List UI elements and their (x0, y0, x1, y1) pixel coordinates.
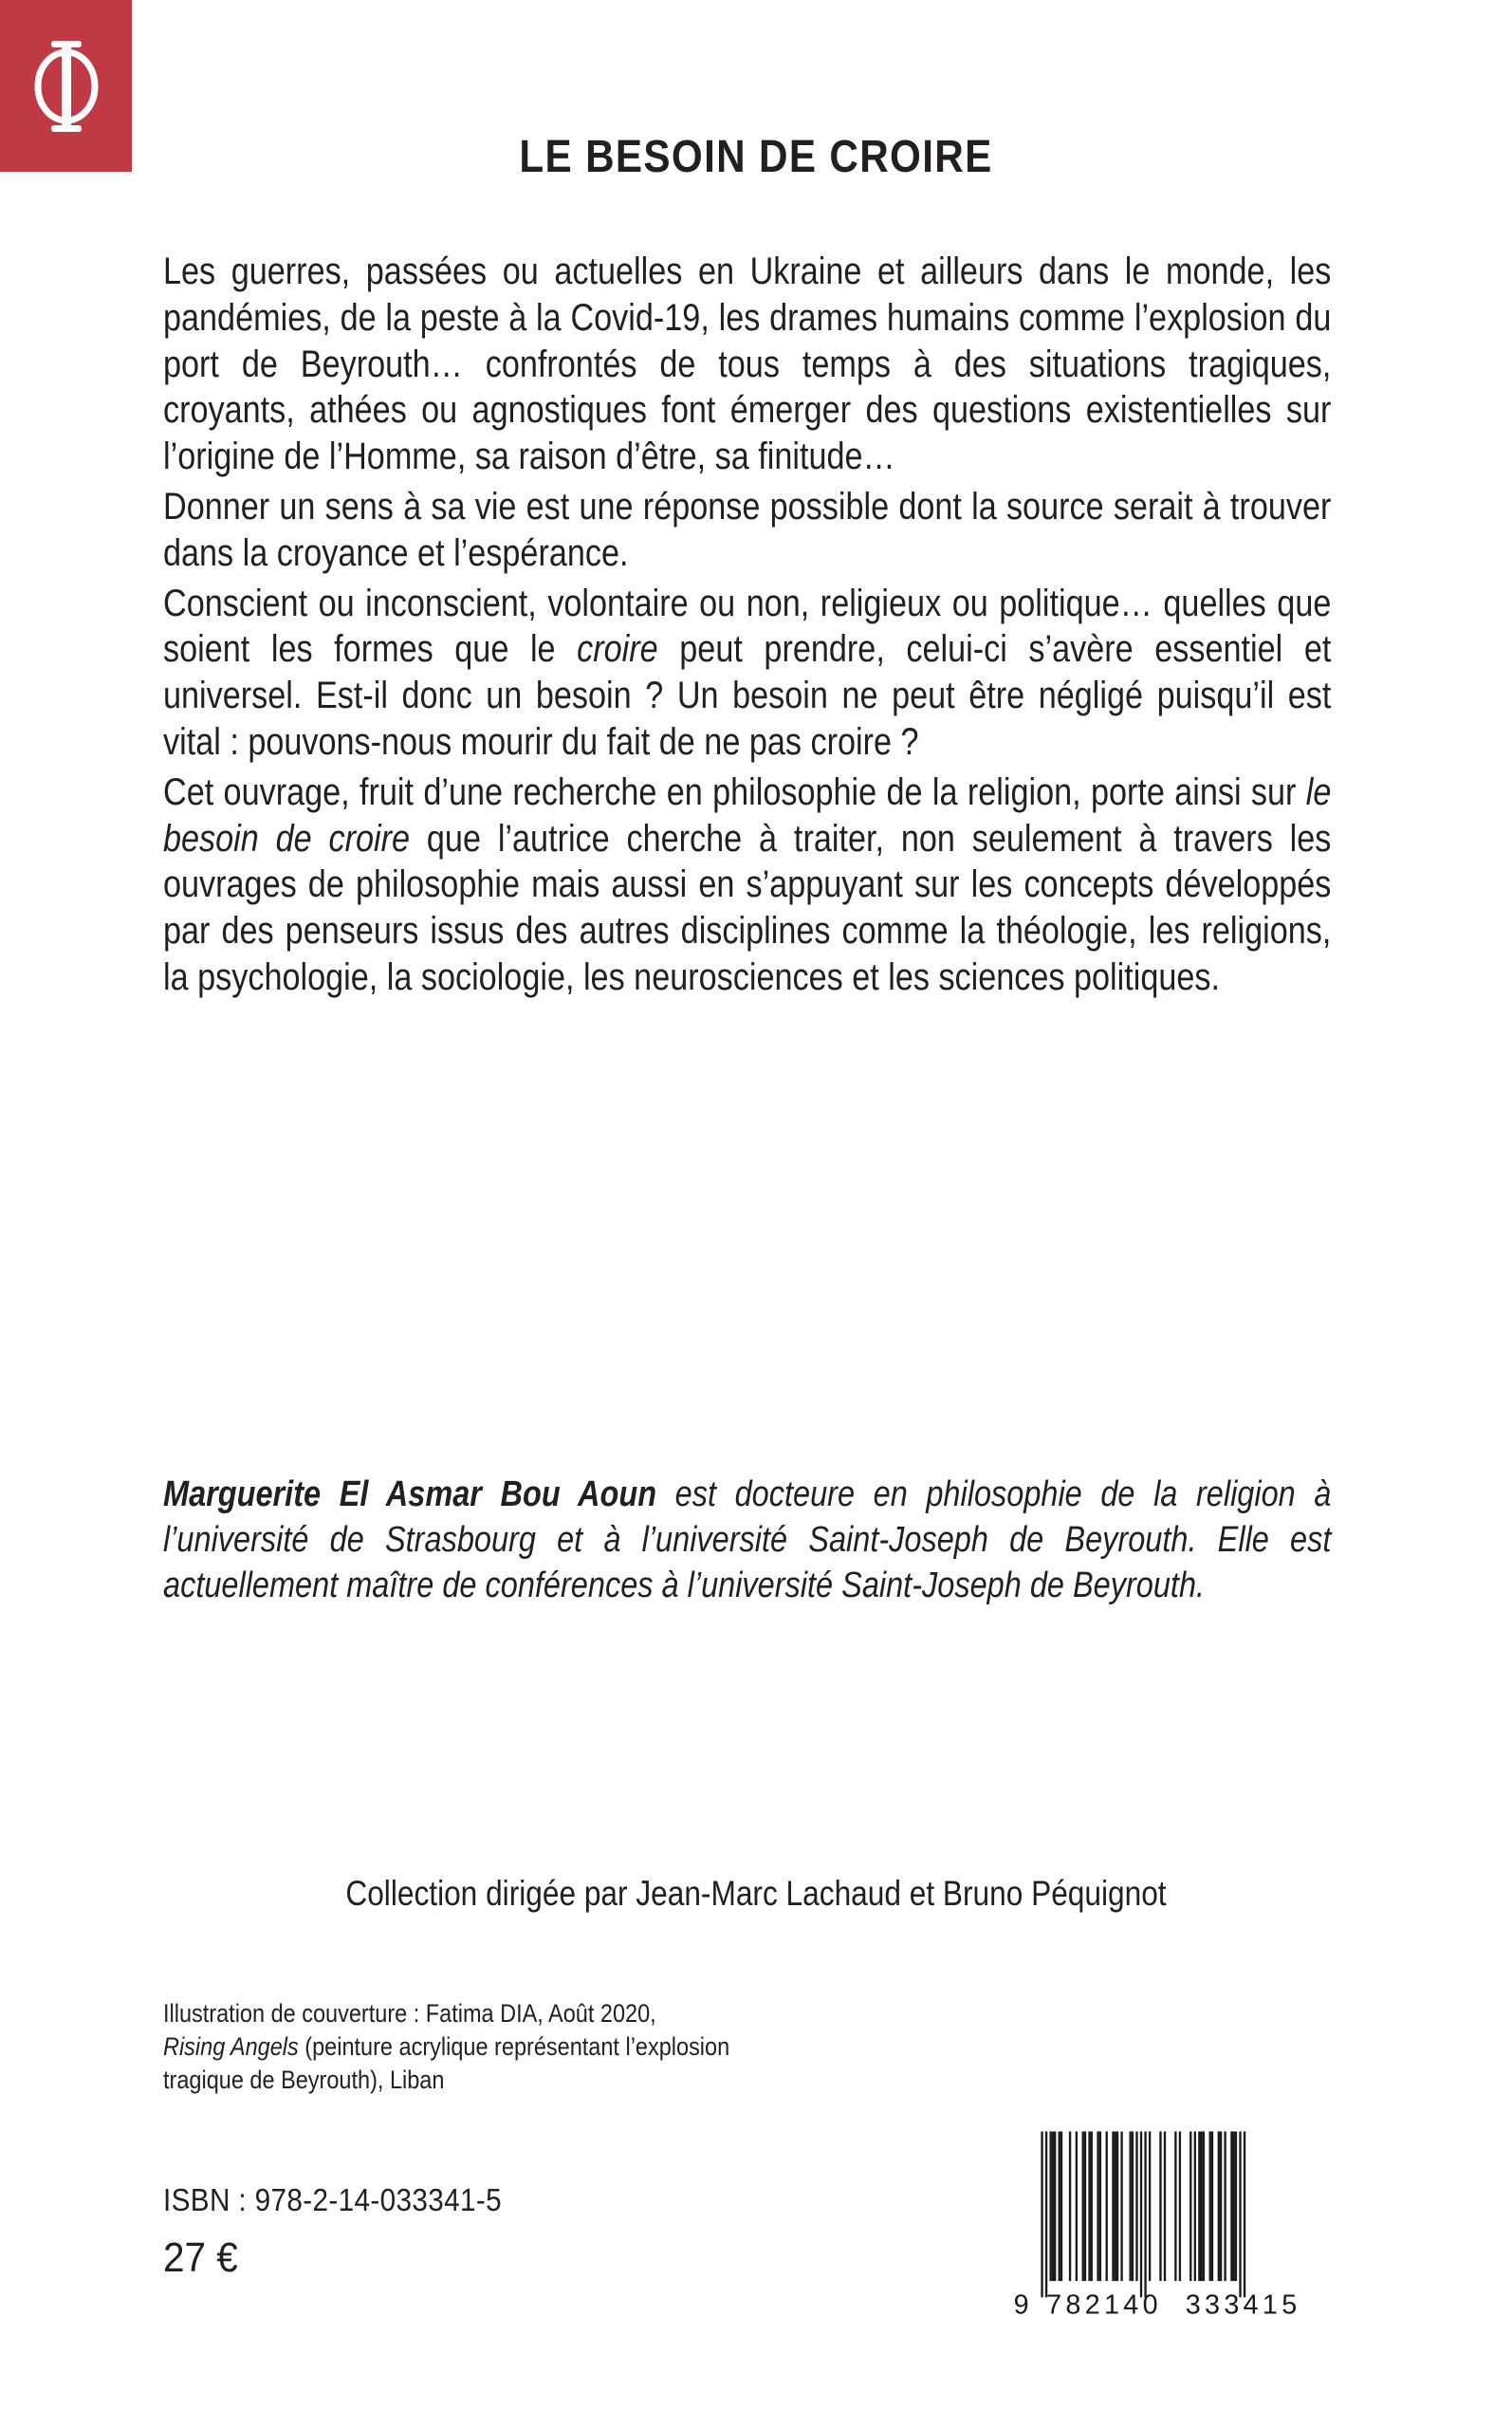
author-bio (163, 1473, 1332, 1609)
svg-text:782140: 782140 (1046, 2289, 1162, 2321)
blurb-paragraph-4 (163, 769, 1331, 1001)
publisher-logo-block (0, 0, 132, 172)
collection-label: Collection dirigée par Jean-Marc Lachaud et Bruno Péquignot (345, 1874, 1167, 1913)
blurb-paragraph-1: Les guerres, passées ou actuelles en Ukraine et ailleurs dans le monde, les pandémies, de la peste à la Covid-19, les drames humains comme l’explosion du port de Beyrouth… confrontés de tous temps à des situations tragiques, croyants, athées ou agnostiques font émerger des questions existentielles sur l’origine de l’Homme, sa raison d’être, sa finitude… (163, 250, 1332, 478)
blurb-p4-before: Cet ouvrage, fruit d’une recherche en philosophie de la religion, porte ainsi sur (163, 770, 1306, 813)
page-title: LE BESOIN DE CROIRE (519, 132, 993, 182)
blurb-p3-after: peut prendre, celui-ci s’avère essentiel et universel. Est-il donc un besoin ? Un besoin ne peut être négligé puisqu’il est vital : pouvons-nous mourir du fait de ne pas croire ? (163, 628, 1332, 763)
credit-line-3: tragique de Beyrouth), Liban (163, 2066, 445, 2095)
blurb-p4-after: que l’autrice cherche à traiter, non seulement à travers les ouvrages de philosophie mais aussi en s’appuyant sur les concepts développés par des penseurs issus des autres disciplines comme la théologie, les religions, la psychologie, la sociologie, les neurosciences et les sciences politiques. (163, 817, 1332, 998)
isbn-line (163, 2182, 540, 2218)
phi-logo-icon (32, 37, 101, 136)
credit-line-2-rest: (peinture acrylique représentant l’explosion (298, 2032, 730, 2062)
credit-line-1: Illustration de couverture : Fatima DIA, Août 2020, (163, 1999, 656, 2028)
svg-text:333415: 333415 (1185, 2289, 1301, 2321)
author-bio-text: est docteure en philosophie de la religion à l’université de Strasbourg et à l’université Saint-Joseph de Beyrouth. Elle est actuellement maître de conférences à l’université Saint-Joseph de Beyrouth. (163, 1474, 1332, 1605)
blurb-text (163, 249, 1332, 1001)
blurb-p4-emphasis: le besoin de croire (163, 770, 1332, 860)
svg-text:9: 9 (1013, 2289, 1029, 2321)
blurb-p3-emphasis: croire (577, 628, 658, 671)
blurb-p3-before: Conscient ou inconscient, volontaire ou non, religieux ou politique… quelles que soient les formes que le (163, 582, 1332, 671)
illustration-credit (163, 1997, 1017, 2097)
blurb-paragraph-3 (163, 581, 1331, 766)
price-line (163, 2234, 245, 2282)
credit-line-2 (163, 2030, 1017, 2064)
ean13-barcode (1005, 2121, 1333, 2325)
author-name: Marguerite El Asmar Bou Aoun (163, 1474, 657, 1514)
blurb-paragraph-2: Donner un sens à sa vie est une réponse possible dont la source serait à trouver dans la croyance et l’espérance. (163, 485, 1332, 574)
isbn-value: ISBN : 978-2-14-033341-5 (163, 2182, 503, 2217)
collection-line (0, 1874, 1512, 1914)
price-value: 27 € (163, 2234, 238, 2281)
artwork-title: Rising Angels (163, 2032, 299, 2062)
